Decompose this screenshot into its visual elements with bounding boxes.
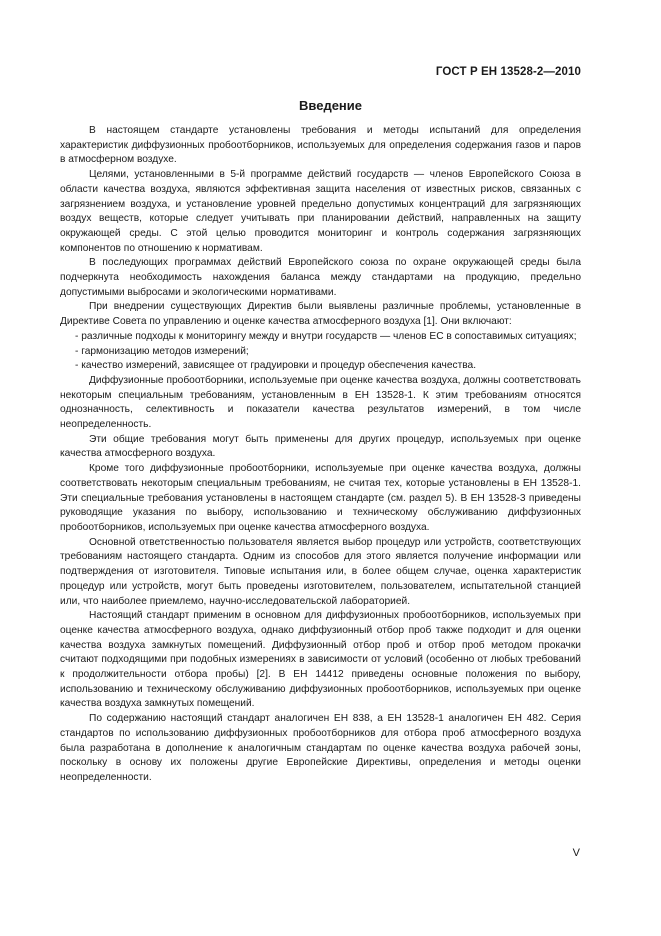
list-item: - качество измерений, зависящее от градуировки и процедур обеспечения качества. xyxy=(75,360,477,372)
paragraph: Целями, установленными в 5-й программе действий государств — членов Европейского Союза в области качества воздуха, являются эффективная защита населения от известных рисков, связанных с загрязнением воздуха, и установление уровней предельно допустимых концентраций для загрязняющих воздух веществ, которые следует учитывать при планировании действий, направленных на защиту окружающей среды. С этой целью проводится мониторинг и контроль содержания загрязняющих компонентов по отношению к нормативам. xyxy=(60,169,581,254)
paragraph: Кроме того диффузионные пробоотборники, используемые при оценке качества воздуха, должны соответствовать некоторым специальным требованиям, не считая тех, которые установлены в ЕН 13528-1. Эти специальные требования установлены в настоящем стандарте (см. раздел 5). В ЕН 13528-3 приведены руководящие указания по выбору, использованию и техническому обслуживанию диффузионных пробоотборников, используемых при оценке качества атмосферного воздуха. xyxy=(60,463,581,533)
paragraph: При внедрении существующих Директив были выявлены различные проблемы, установленные в Директиве Совета по управлению и оценке качества атмосферного воздуха [1]. Они включают: xyxy=(60,301,581,328)
paragraph: Настоящий стандарт применим в основном для диффузионных пробоотборников, используемых при оценке качества атмосферного воздуха, однако диффузионный отбор проб также подходит и для оценки качества воздуха замкнутых помещений. Диффузионный отбор проб и отбор проб методом прокачки считают подходящими при подобных измерениях в зависимости от условий (особенно от любых требований к продолжительности отбора пробы) [2]. В ЕН 14412 приведены основные положения по выбору, использованию и техническому обслуживанию диффузионных пробоотборников, используемых при оценке качества воздуха замкнутых помещений. xyxy=(60,610,581,710)
standard-code: ГОСТ Р ЕН 13528-2—2010 xyxy=(435,66,581,78)
list-item: - гармонизацию методов измерений; xyxy=(75,345,249,357)
paragraph: В последующих программах действий Европейского союза по охране окружающей среды была подчеркнута необходимость нахождения баланса между стандартами на продукцию, предельно допустимыми выбросами и экологическими нормативами. xyxy=(60,257,581,298)
document-body xyxy=(60,124,581,786)
paragraph: Эти общие требования могут быть применены для других процедур, используемых при оценке качества атмосферного воздуха. xyxy=(60,433,581,460)
paragraph: По содержанию настоящий стандарт аналогичен ЕН 838, а ЕН 13528-1 аналогичен ЕН 482. Серия стандартов по использованию диффузионных пробоотборников для отбора проб атмосферного воздуха была разработана в дополнение к аналогичным стандартам по оценке качества воздуха рабочей зоны, поскольку в основу их положены другие Европейские Директивы, определения и методы оценки неопределенности. xyxy=(60,713,581,783)
paragraph: Диффузионные пробоотборники, используемые при оценке качества воздуха, должны соответствовать некоторым специальным требованиям, установленным в ЕН 13528-1. К этим требованиям относятся однозначность, селективность и показатели качества результатов измерений, в том числе неопределенность. xyxy=(60,374,581,431)
page-number: V xyxy=(572,847,580,859)
page-title: Введение xyxy=(299,98,362,113)
paragraph: Основной ответственностью пользователя является выбор процедур или устройств, соответствующих требованиям настоящего стандарта. Одним из способов для этого является получение информации или подтверждения от изготовителя. Типовые испытания или, в более общем случае, оценка характеристик процедур или устройств, могут быть проведены изготовителем, пользователем, испытательной станцией или, что наиболее приемлемо, научно-исследовательской лабораторией. xyxy=(60,536,581,607)
list-item: - различные подходы к мониторингу между и внутри государств — членов ЕС в сопоставимых ситуациях; xyxy=(75,330,577,342)
paragraph: В настоящем стандарте установлены требования и методы испытаний для определения характеристик диффузионных пробоотборников, используемых для определения содержания газов и паров в атмосферном воздухе. xyxy=(60,125,581,166)
